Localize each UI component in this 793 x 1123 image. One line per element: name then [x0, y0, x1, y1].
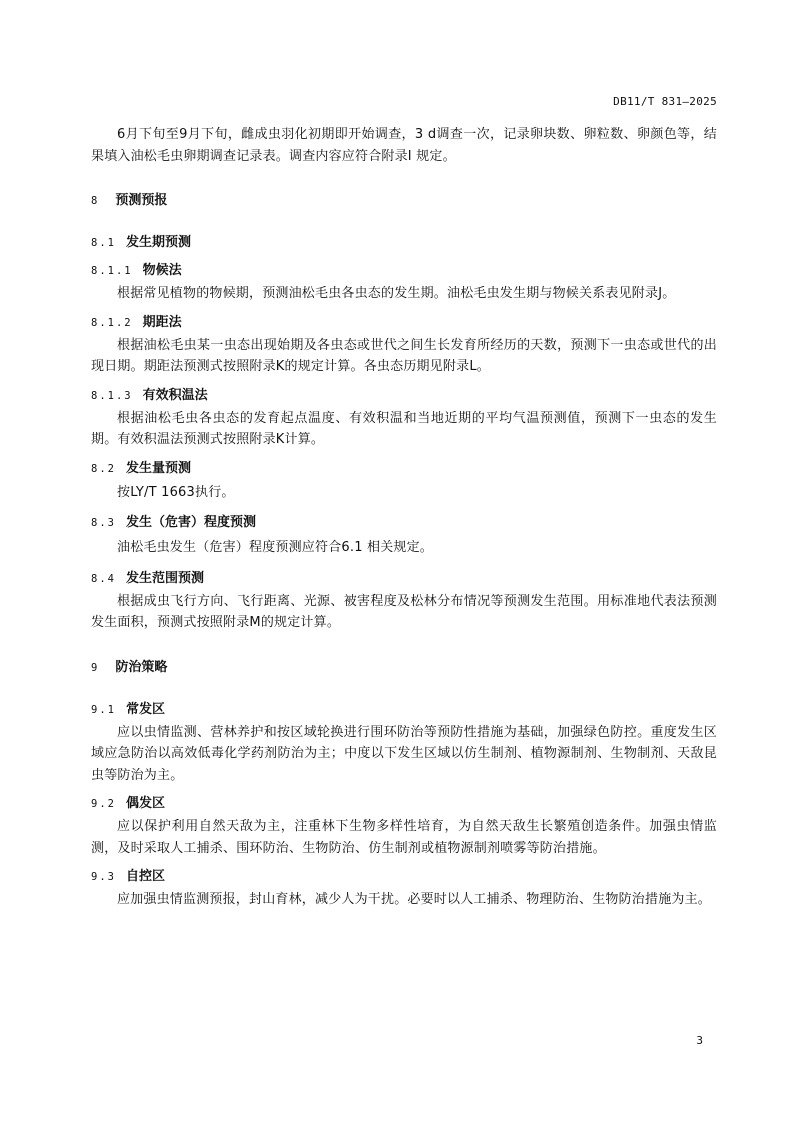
- intro-paragraph: 6月下旬至9月下旬，雌成虫羽化初期即开始调查，3 d调查一次，记录卵块数、卵粒数、卵颜色等，结果填入油松毛虫卵期调查记录表。调查内容应符合附录I 规定。: [91, 127, 717, 164]
- section-number: 8.3: [91, 517, 116, 529]
- section-title: 自控区: [125, 869, 165, 884]
- section-8-3-heading: [91, 511, 717, 530]
- section-title: 常发区: [125, 701, 165, 717]
- section-title: 有效积温法: [142, 387, 208, 403]
- section-number: 9.3: [91, 871, 116, 883]
- section-number: 9: [91, 661, 98, 674]
- section-8-1-3-heading: [91, 384, 717, 403]
- section-8-4-text: 根据成虫飞行方向、飞行距离、光源、被害程度及松林分布情况等预测发生范围。用标准地代表法预测发生面积，预测式按照附录M的规定计算。: [91, 593, 717, 630]
- section-9-3-heading: [91, 865, 717, 884]
- section-title: 发生期预测: [125, 235, 191, 250]
- section-title: 预测预报: [115, 193, 168, 208]
- section-9-1-text: 应以虫情监测、营林养护和按区域轮换进行围环防治等预防性措施为基础，加强绿色防控。重度发生区域应急防治以高效低毒化学药剂防治为主；中度以下发生区域以仿生制剂、植物源制剂、生物制剂、天敌昆虫等防治为主。: [91, 724, 717, 783]
- standard-code: DB11/T 831—2025: [613, 95, 717, 108]
- section-8-3-text: 油松毛虫发生（危害）程度预测应符合6.1 相关规定。: [117, 540, 434, 555]
- section-title: 发生量预测: [125, 460, 191, 476]
- section-title: 发生范围预测: [125, 570, 204, 586]
- section-9-2-text: 应以保护利用自然天敌为主，注重林下生物多样性培育，为自然天敌生长繁殖创造条件。加强虫情监测，及时采取人工捕杀、围环防治、生物防治、仿生制剂或植物源制剂喷雾等防治措施。: [91, 819, 717, 856]
- section-9-heading: [91, 656, 717, 675]
- section-number: 8.4: [91, 572, 116, 585]
- section-8-4-heading: [91, 567, 717, 586]
- section-number: 9.2: [91, 798, 116, 810]
- section-number: 8.1.2: [91, 316, 133, 329]
- section-9-2-heading: [91, 792, 717, 811]
- section-8-2-text: 按LY/T 1663执行。: [117, 484, 235, 500]
- section-title: 偶发区: [125, 796, 165, 811]
- section-8-2-heading: [91, 457, 717, 476]
- section-title: 发生（危害）程度预测: [125, 515, 256, 530]
- section-8-1-2-text: 根据油松毛虫某一虫态出现始期及各虫态或世代之间生长发育所经历的天数，预测下一虫态或世代的出现日期。期距法预测式按照附录K的规定计算。各虫态历期见附录L。: [91, 337, 717, 374]
- section-number: 8.1.3: [91, 389, 133, 402]
- section-title: 期距法: [142, 314, 182, 330]
- section-title: 物候法: [142, 263, 182, 278]
- section-9-1-heading: [91, 698, 717, 717]
- section-number: 8.1: [91, 237, 116, 249]
- section-number: 8.1.1: [91, 265, 133, 277]
- document-body: [91, 124, 717, 911]
- section-8-heading: [91, 189, 717, 208]
- section-number: 8.2: [91, 462, 116, 475]
- section-8-1-3-text: 根据油松毛虫各虫态的发育起点温度、有效积温和当地近期的平均气温预测值，预测下一虫态的发生期。有效积温法预测式按照附录K计算。: [91, 410, 717, 447]
- section-8-1-1-text: 根据常见植物的物候期，预测油松毛虫各虫态的发生期。油松毛虫发生期与物候关系表见附录J。: [117, 286, 676, 301]
- section-title: 防治策略: [115, 659, 168, 675]
- section-8-1-2-heading: [91, 311, 717, 330]
- section-number: 8: [91, 195, 98, 207]
- page-number: 3: [696, 1034, 703, 1047]
- section-8-1-1-heading: [91, 259, 717, 278]
- section-9-3-text: 应加强虫情监测预报，封山育林，减少人为干扰。必要时以人工捕杀、物理防治、生物防治措施为主。: [117, 892, 712, 907]
- section-number: 9.1: [91, 703, 116, 716]
- section-8-1-heading: [91, 231, 717, 250]
